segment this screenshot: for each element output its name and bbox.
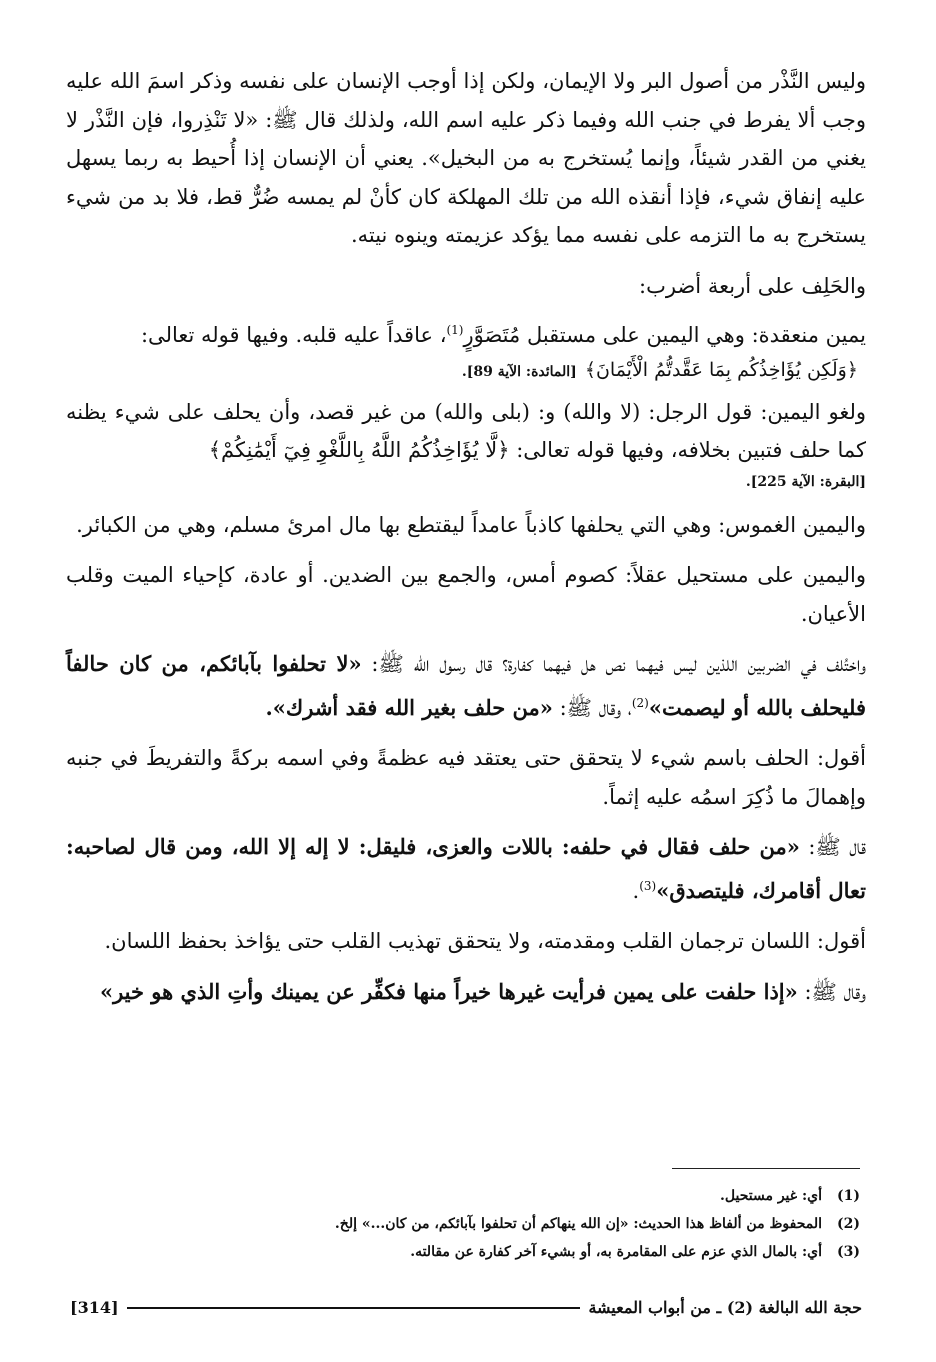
footnote-number: (2) (837, 1216, 860, 1232)
footnote-marker-3: (3) (639, 878, 657, 893)
footnote-text: أي: بالمال الذي عزم على المقامرة به، أو بشيء آخر كفارة عن مقالته. (410, 1244, 822, 1260)
laghw-text: ولغو اليمين: قول الرجل: (لا والله) و: (بلى والله) من غير قصد، وأن يحلف على شيء يظنه كما حلف فتبين بخلافه، وفيها قوله تعالى: (66, 399, 866, 462)
verse-reference: [البقرة: الآية 225]. (745, 473, 866, 490)
paragraph-mustahil: واليمين على مستحيل عقلاً: كصوم أمس، والجمع بين الضدين. أو عادة، كإحياء الميت وقلب الأعيان. (66, 563, 866, 626)
paragraph-aqulu-2: أقول: اللسان ترجمان القلب ومقدمته، ولا يتحقق تهذيب القلب حتى يؤاخذ بحفظ اللسان. (104, 929, 866, 953)
footnote-number: (1) (837, 1188, 860, 1204)
verse-text: ﴿وَلَكِن يُؤَاخِذُكُم بِمَا عَقَّدتُّمُ الْأَيْمَانَ﴾ (584, 358, 858, 381)
lat-uzza-text: قال ﷺ: (808, 835, 866, 859)
kaffara-text: وقال ﷺ: (804, 979, 866, 1004)
footnote-text: المحفوظ من ألفاظ هذا الحديث: «إن الله ينهاكم أن تحلفوا بآبائكم، من كان...» إلخ. (334, 1216, 822, 1232)
quran-verse-maida (66, 355, 858, 387)
hadith-text: «من حلف بغير الله فقد أشرك». (265, 694, 553, 720)
verse-text: ﴿لَّا يُؤَاخِذُكُمُ اللَّهُ بِاللَّغْوِ فِيٓ أَيْمَٰنِكُمْ﴾ (208, 438, 510, 462)
running-title: حجة الله البالغة (2) ـ من أبواب المعيشة (588, 1298, 862, 1317)
paragraph-laghw (66, 393, 866, 470)
footnote-item (70, 1210, 860, 1238)
yamin-munaqida-text-2: ، عاقداً عليه قلبه. وفيها قوله تعالى: (140, 323, 447, 347)
hadith-text: «إذا حلفت على يمين فرأيت غيرها خيراً منها فكفِّر عن يمينك وأتِ الذي هو خير» (99, 978, 798, 1004)
paragraph-nadhr: وليس النَّذْر من أصول البر ولا الإيمان، ولكن إذا أوجب الإنسان على نفسه وذكر اسمَ الله عليه وجب ألا يفرط في جنب الله وفيما ذكر عليه اسم الله، ولذلك قال ﷺ: «لا تَنْذِروا، فإن النَّذْر لا يغني من القدر شيئاً، وإنما يُستخرج به من البخيل». يعني أن الإنسان إذا أُحيط به ربما يسهل عليه إنفاق شيء، فإذا أنقذه الله من تلك المهلكة كان كأنْ لم يمسه ضُرٌّ قط، فلا بد من شيء يستخرج به ما التزمه على نفسه مما يؤكد عزيمته وينوه نيته. (66, 69, 866, 247)
verse-reference: [المائدة: الآية 89]. (461, 363, 577, 380)
footnote-marker-2: (2) (631, 695, 649, 710)
footnote-item (70, 1182, 860, 1210)
hadith-text: «لا تحلفوا بآبائكم، من كان حالفاً فليحلف بالله أو ليصمت» (66, 651, 866, 720)
ikhtilaf-text-2: ، وقال ﷺ: (559, 695, 632, 720)
page-footer (70, 1298, 862, 1317)
body-text (66, 62, 866, 1011)
footnote-item (70, 1238, 860, 1266)
paragraph-hilf-types: والحَلِف على أربعة أضرب: (639, 273, 866, 298)
ikhtilaf-text: واختُلف في الضربين اللذين ليس فيهما نص هل فيهما كفارة؟ قال رسول الله ﷺ: (371, 652, 866, 676)
hadith-text: «من حلف فقال في حلفه: باللات والعزى، فليقل: لا إله إلا الله، ومن قال لصاحبه: تعال أقامرك، فليتصدق» (66, 834, 866, 903)
footnote-text: أي: غير مستحيل. (720, 1188, 822, 1204)
page-number: [314] (70, 1298, 119, 1317)
footnote-marker-1: (1) (446, 323, 464, 337)
paragraph-ghamus: واليمين الغموس: وهي التي يحلفها كاذباً عامداً ليقتطع بها مال امرئ مسلم، وهي من الكبائر. (76, 512, 866, 537)
yamin-munaqida-text: يمين منعقدة: وهي اليمين على مستقبل مُتَصَوَّرٍ (463, 323, 866, 347)
lat-uzza-end: . (632, 878, 640, 903)
footer-rule (127, 1307, 581, 1309)
paragraph-aqulu-1: أقول: الحلف باسم شيء لا يتحقق حتى يعتقد فيه عظمةً وفي اسمه بركةً والتفريطَ في جنبه وإهمالَ ما ذُكِرَ اسمُه عليه إثماً. (66, 746, 866, 809)
paragraph-kaffara (66, 973, 866, 1012)
paragraph-ikhtilaf (66, 645, 866, 727)
footnote-number: (3) (837, 1244, 860, 1260)
paragraph-lat-uzza (66, 828, 866, 910)
footnotes (70, 1182, 860, 1266)
paragraph-yamin-munaqida (66, 311, 866, 355)
footnote-divider (672, 1168, 860, 1169)
